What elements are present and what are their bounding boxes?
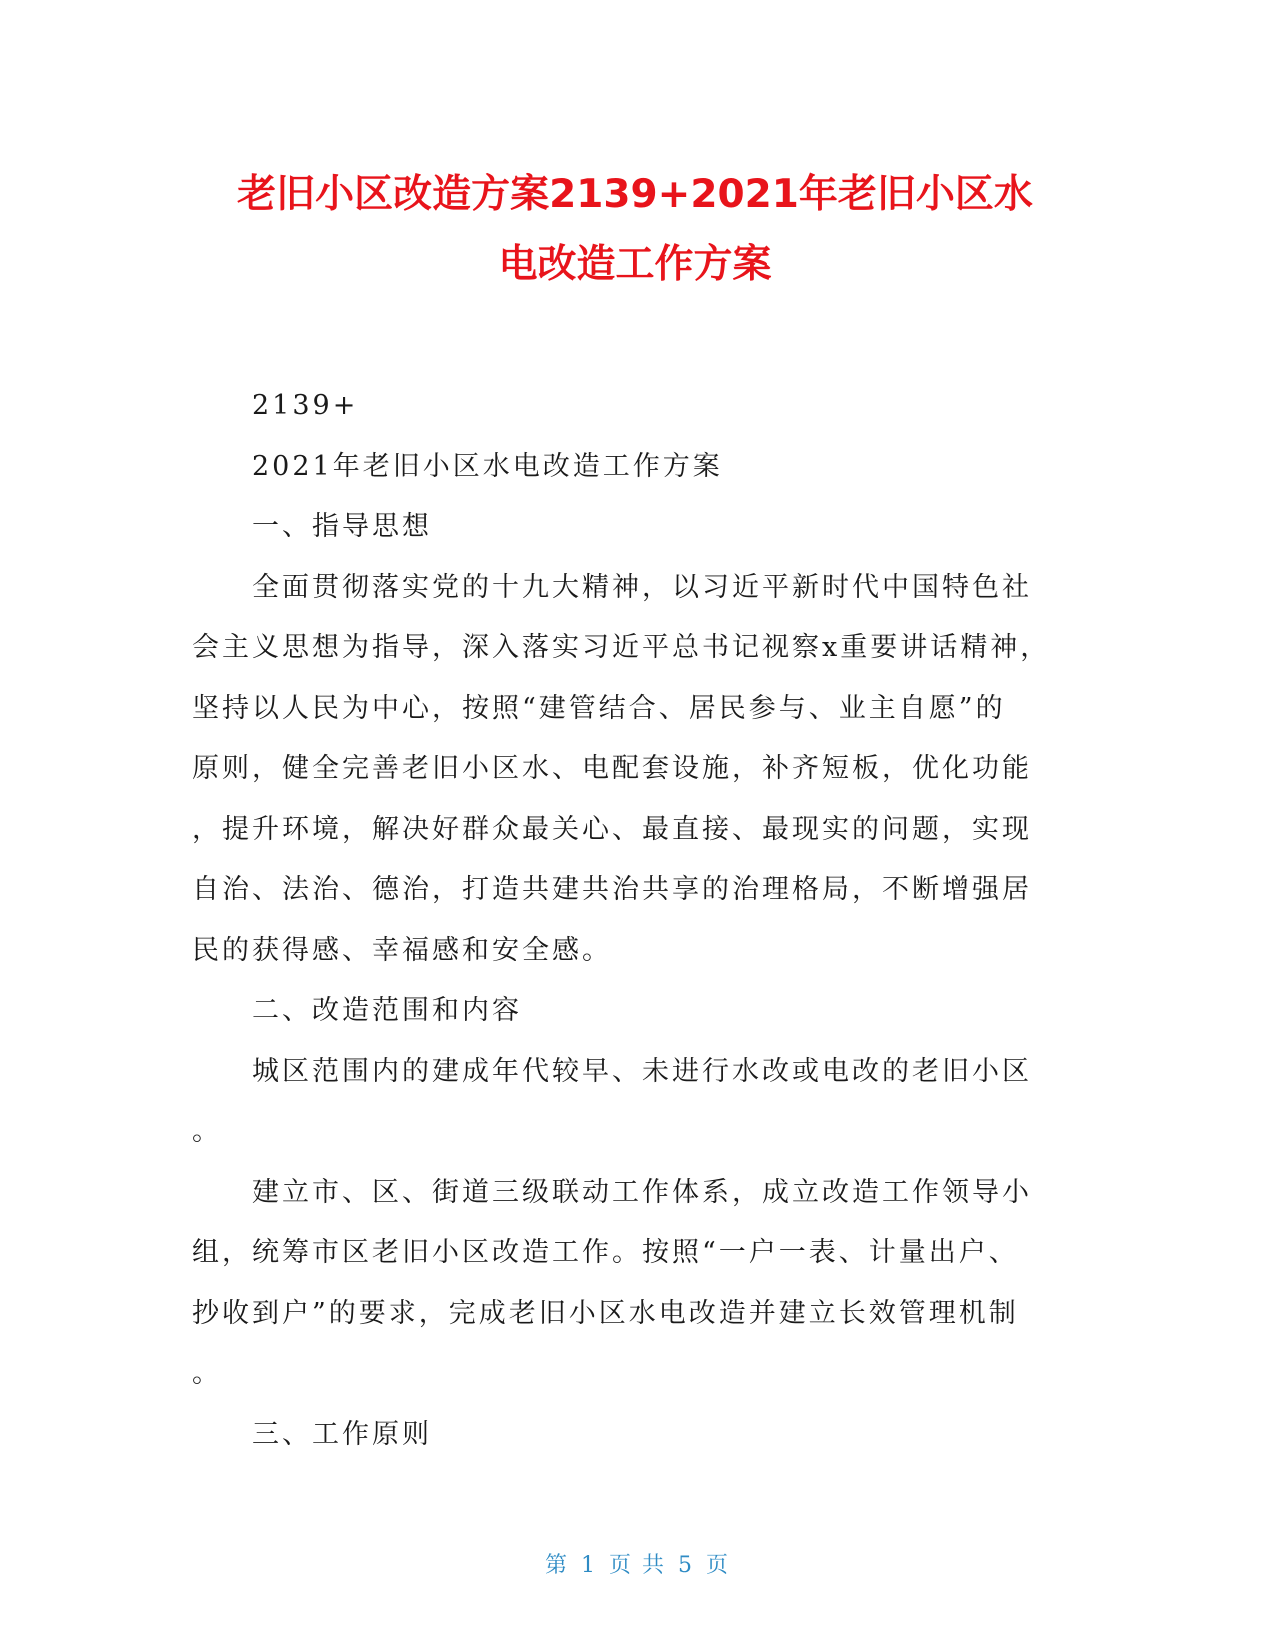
page-footer: [0, 1548, 1275, 1579]
title-line-2: 电改造工作方案: [498, 242, 772, 287]
footer-suffix: 页: [706, 1553, 731, 1578]
section-heading-1: 一、指导思想: [252, 511, 432, 542]
body-line: 全面贯彻落实党的十九大精神，以习近平新时代中国特色社: [252, 571, 1032, 603]
body-line: 抄收到户”的要求，完成老旧小区水电改造并建立长效管理机制: [192, 1297, 1019, 1329]
section-heading-3: 三、工作原则: [252, 1418, 432, 1450]
title-line-1: 老旧小区改造方案2139+2021年老旧小区水: [237, 172, 1033, 217]
footer-page-number: 1: [581, 1553, 597, 1578]
body-line: 2021年老旧小区水电改造工作方案: [252, 450, 723, 482]
body-line: 城区范围内的建成年代较早、未进行水改或电改的老旧小区: [252, 1055, 1032, 1087]
body-line: 建立市、区、街道三级联动工作体系，成立改造工作领导小: [252, 1176, 1032, 1208]
body-line: 2139+: [252, 390, 359, 421]
body-line: 坚持以人民为中心，按照“建管结合、居民参与、业主自愿”的: [192, 692, 1006, 724]
section-heading-2: 二、改造范围和内容: [252, 995, 522, 1026]
body-line: 自治、法治、德治，打造共建共治共享的治理格局，不断增强居: [192, 874, 1032, 905]
body-line: 原则，健全完善老旧小区水、电配套设施，补齐短板，优化功能: [192, 753, 1032, 784]
body-line: 。: [192, 1116, 222, 1147]
document-body: [192, 376, 1062, 1465]
body-line: 组，统筹市区老旧小区改造工作。按照“一户一表、计量出户、: [192, 1237, 1019, 1268]
footer-middle: 页 共: [609, 1553, 666, 1578]
footer-prefix: 第: [544, 1553, 569, 1578]
body-line: 会主义思想为指导，深入落实习近平总书记视察x重要讲话精神，: [192, 632, 1051, 663]
footer-total-pages: 5: [678, 1553, 694, 1578]
body-line: ，提升环境，解决好群众最关心、最直接、最现实的问题，实现: [192, 813, 1032, 845]
document-title: [150, 160, 1120, 300]
body-line: 。: [192, 1358, 222, 1389]
body-line: 民的获得感、幸福感和安全感。: [192, 934, 612, 966]
